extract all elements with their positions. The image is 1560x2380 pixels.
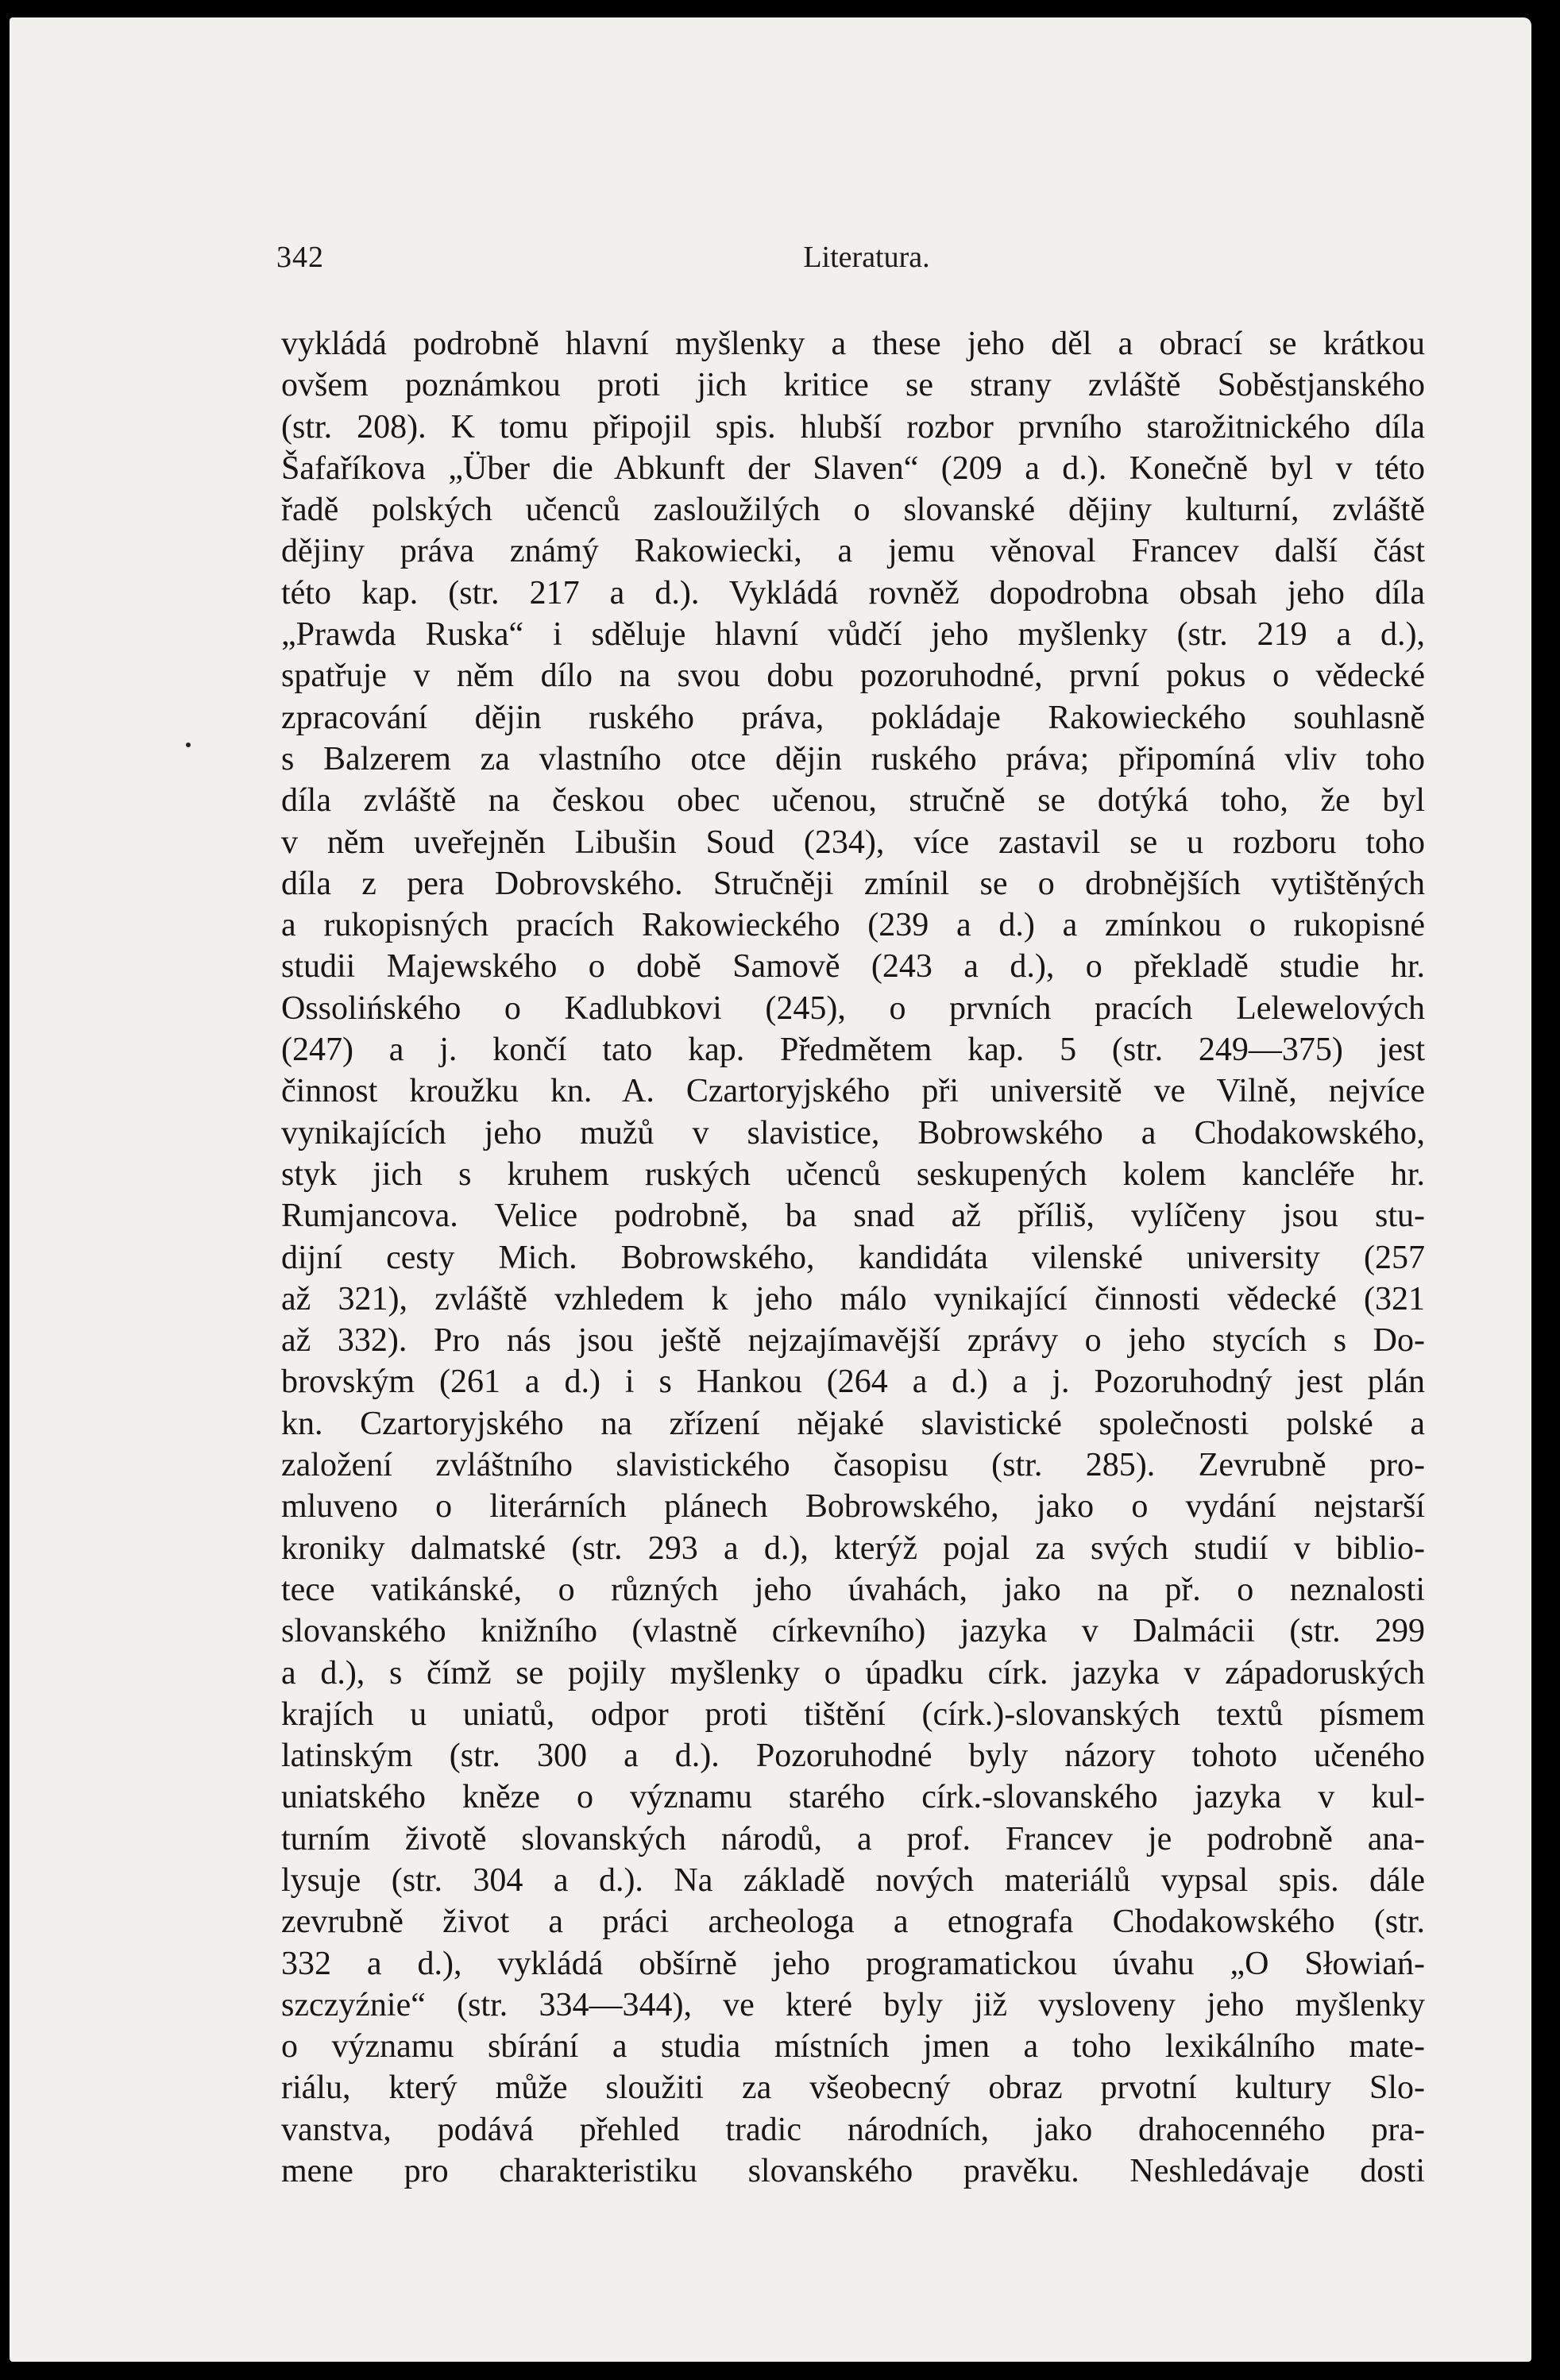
text-line: této kap. (str. 217 a d.). Vykládá rovněž dopodrobna obsah jeho díla [281, 574, 1425, 611]
text-line: krajích u uniatů, odpor proti tištění (círk.)-slovanských textů písmem [281, 1695, 1425, 1733]
text-line: dijní cesty Mich. Bobrowského, kandidáta vilenské university (257 [281, 1239, 1425, 1276]
text-line: kn. Czartoryjského na zřízení nějaké slavistické společnosti polské a [281, 1405, 1425, 1442]
scan-edge-mark [1546, 1474, 1552, 1501]
text-line: zpracování dějin ruského práva, pokládaje Rakowieckého souhlasně [281, 699, 1425, 736]
text-line: Ossolińského o Kadlubkovi (245), o prvních pracích Lelewelových [281, 989, 1425, 1027]
text-line: o významu sbírání a studia místních jmen a toho lexikálního mate- [281, 2028, 1425, 2066]
text-line: zevrubně život a práci archeologa a etnografa Chodakowského (str. [281, 1904, 1425, 1941]
text-line: mene pro charakteristiku slovanského pravěku. Neshledávaje dosti [281, 2153, 1425, 2190]
text-line: a d.), s čímž se pojily myšlenky o úpadku círk. jazyka v západoruských [281, 1654, 1425, 1691]
text-line: v něm uveřejněn Libušin Soud (234), více zastavil se u rozboru toho [281, 824, 1425, 861]
text-line: Šafaříkova „Über die Abkunft der Slaven“ (209 a d.). Konečně byl v této [281, 449, 1425, 487]
text-line: 332 a d.), vykládá obšírně jeho programatickou úvahu „O Słowiań- [281, 1945, 1425, 1982]
scan-edge-mark [1546, 1676, 1552, 1703]
text-line: Rumjancova. Velice podrobně, ba snad až příliš, vylíčeny jsou stu- [281, 1198, 1425, 1235]
text-line: díla zvláště na českou obec učenou, stručně se dotýká toho, že byl [281, 782, 1425, 820]
text-line: spatřuje v něm dílo na svou dobu pozoruhodné, první pokus o vědecké [281, 658, 1425, 695]
text-line: szczyźnie“ (str. 334—344), ve které byly již vysloveny jeho myšlenky [281, 1986, 1425, 2023]
text-line: až 321), zvláště vzhledem k jeho málo vynikající činnosti vědecké (321 [281, 1280, 1425, 1317]
text-line: dějiny práva známý Rakowiecki, a jemu věnoval Francev další část [281, 533, 1425, 570]
text-line: (str. 208). K tomu připojil spis. hlubší rozbor prvního starožitnického díla [281, 408, 1425, 446]
text-line: s Balzerem za vlastního otce dějin ruského práva; připomíná vliv toho [281, 740, 1425, 777]
text-line: vanstva, podává přehled tradic národních, jako drahocenného pra- [281, 2111, 1425, 2148]
text-line: ovšem poznámkou proti jich kritice se strany zvláště Soběstjanského [281, 367, 1425, 404]
text-line: latinským (str. 300 a d.). Pozoruhodné byly názory tohoto učeného [281, 1738, 1425, 1775]
book-page [10, 17, 1531, 2362]
text-line: styk jich s kruhem ruských učenců seskupených kolem kancléře hr. [281, 1155, 1425, 1193]
text-line: vynikajících jeho mužů v slavistice, Bobrowského a Chodakowského, [281, 1114, 1425, 1151]
running-title: Literatura. [803, 241, 930, 274]
text-line: turním životě slovanských národů, a prof. Francev je podrobně ana- [281, 1820, 1425, 1857]
text-line: vykládá podrobně hlavní myšlenky a these jeho děl a obrací se krátkou [281, 326, 1425, 362]
text-line: založení zvláštního slavistického časopisu (str. 285). Zevrubně pro- [281, 1447, 1425, 1484]
text-line: lysuje (str. 304 a d.). Na základě nových materiálů vypsal spis. dále [281, 1861, 1425, 1899]
text-line: díla z pera Dobrovského. Stručněji zmínil se o drobnějších vytištěných [281, 865, 1425, 902]
scan-edge-mark [1546, 854, 1552, 902]
text-line: kroniky dalmatské (str. 293 a d.), kterýž pojal za svých studií v biblio- [281, 1529, 1425, 1567]
text-line: (247) a j. končí tato kap. Předmětem kap. 5 (str. 249—375) jest [281, 1032, 1425, 1069]
body-text [281, 323, 1425, 2192]
text-line: uniatského kněze o významu starého círk.-slovanského jazyka v kul- [281, 1779, 1425, 1816]
text-line: „Prawda Ruska“ i sděluje hlavní vůdčí jeho myšlenky (str. 219 a d.), [281, 616, 1425, 654]
print-speck [186, 743, 191, 747]
text-line: studii Majewského o době Samově (243 a d.), o překladě studie hr. [281, 948, 1425, 986]
text-line: riálu, který může sloužiti za všeobecný obraz prvotní kultury Slo- [281, 2069, 1425, 2107]
page-number: 342 [276, 241, 324, 274]
text-line: a rukopisných pracích Rakowieckého (239 a d.) a zmínkou o rukopisné [281, 907, 1425, 944]
text-line: brovským (261 a d.) i s Hankou (264 a d.) a j. Pozoruhodný jest plán [281, 1364, 1425, 1401]
text-line: řadě polských učenců zasloužilých o slovanské dějiny kulturní, zvláště [281, 492, 1425, 529]
text-line: tece vatikánské, o různých jeho úvahách, jako na př. o neznalosti [281, 1571, 1425, 1608]
text-line: mluveno o literárních plánech Bobrowského, jako o vydání nejstarší [281, 1488, 1425, 1526]
text-line: slovanského knižního (vlastně církevního) jazyka v Dalmácii (str. 299 [281, 1613, 1425, 1650]
text-line: až 332). Pro nás jsou ještě nejzajímavější zprávy o jeho stycích s Do- [281, 1322, 1425, 1360]
page-header [276, 240, 1425, 287]
text-line: činnost kroužku kn. A. Czartoryjského při universitě ve Vilně, nejvíce [281, 1073, 1425, 1110]
